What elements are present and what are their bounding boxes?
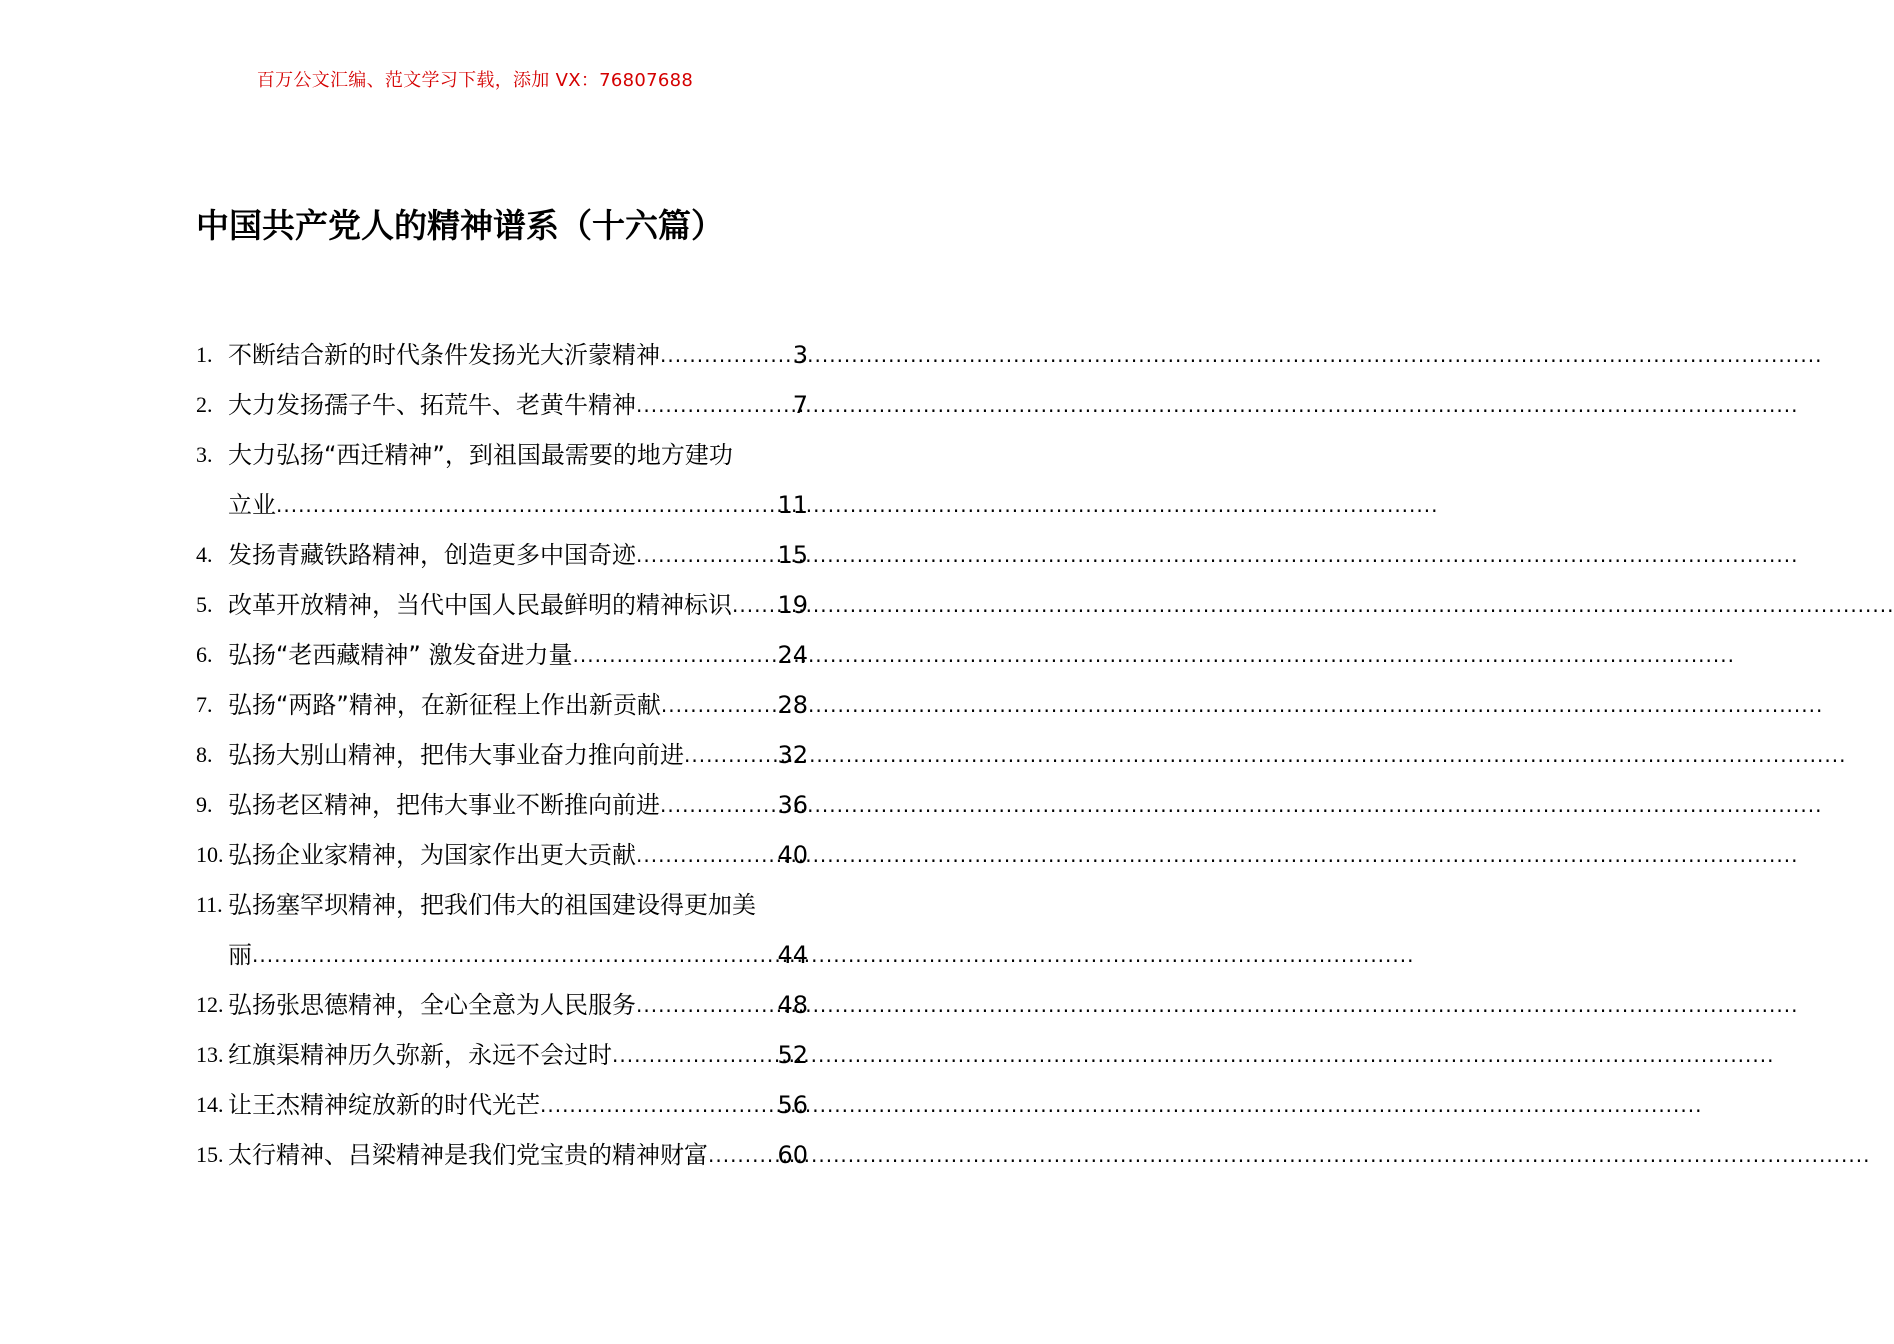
toc-entry-10[interactable] (196, 830, 808, 880)
toc-page-number: 56 (777, 1091, 808, 1119)
toc-page-number: 19 (777, 591, 808, 619)
toc-entry-13[interactable] (196, 1030, 808, 1080)
toc-title: 让王杰精神绽放新的时代光芒 (228, 1091, 540, 1119)
toc-number: 8. (196, 742, 213, 767)
toc-page-number: 11 (777, 491, 808, 519)
toc-number: 9. (196, 792, 213, 817)
toc-leader-dots (540, 1080, 777, 1130)
toc-page-number: 15 (777, 541, 808, 569)
toc-number: 7. (196, 692, 213, 717)
toc-number: 15. (196, 1142, 224, 1167)
toc-number: 11. (196, 892, 223, 917)
toc-entry-8[interactable] (196, 730, 808, 780)
toc-number: 12. (196, 992, 224, 1017)
toc-page-number: 24 (777, 641, 808, 669)
header-banner: 百万公文汇编、范文学习下载，添加 VX：76807688 (256, 70, 694, 91)
toc-number: 14. (196, 1092, 224, 1117)
toc-entry-14[interactable] (196, 1080, 808, 1130)
toc-title-continued: 立业 (228, 491, 276, 519)
toc-title: 弘扬大别山精神，把伟大事业奋力推向前进 (228, 741, 684, 769)
table-of-contents (196, 330, 808, 1180)
toc-leader-dots (660, 330, 793, 380)
toc-title: 发扬青藏铁路精神，创造更多中国奇迹 (228, 541, 636, 569)
toc-title: 太行精神、吕梁精神是我们党宝贵的精神财富 (228, 1141, 708, 1169)
toc-page-number: 44 (777, 941, 808, 969)
toc-title: 弘扬“老西藏精神” 激发奋进力量 (228, 641, 573, 669)
toc-leader-dots (708, 1130, 777, 1180)
toc-number: 10. (196, 842, 224, 867)
toc-leader-dots (252, 930, 777, 980)
toc-number: 5. (196, 592, 213, 617)
toc-entry-12[interactable] (196, 980, 808, 1030)
toc-leader-dots (573, 630, 778, 680)
toc-leader-dots (276, 480, 777, 530)
toc-entry-5[interactable] (196, 580, 808, 630)
toc-page-number: 28 (777, 691, 808, 719)
toc-title: 改革开放精神，当代中国人民最鲜明的精神标识 (228, 591, 732, 619)
toc-title: 大力发扬孺子牛、拓荒牛、老黄牛精神 (228, 391, 636, 419)
toc-title: 弘扬张思德精神，全心全意为人民服务 (228, 991, 636, 1019)
toc-title: 弘扬老区精神，把伟大事业不断推向前进 (228, 791, 660, 819)
toc-title: 大力弘扬“西迁精神”，到祖国最需要的地方建功 (228, 441, 733, 469)
toc-page-number: 48 (777, 991, 808, 1019)
toc-title: 弘扬企业家精神，为国家作出更大贡献 (228, 841, 636, 869)
toc-title: 不断结合新的时代条件发扬光大沂蒙精神 (228, 341, 660, 369)
toc-entry-15[interactable] (196, 1130, 808, 1180)
toc-leader-dots (661, 680, 778, 730)
toc-page-number: 40 (777, 841, 808, 869)
toc-entry-4[interactable] (196, 530, 808, 580)
toc-number: 1. (196, 342, 213, 367)
toc-leader-dots (636, 530, 777, 580)
document-title: 中国共产党人的精神谱系（十六篇） (196, 206, 724, 245)
toc-leader-dots (636, 830, 777, 880)
toc-entry-11[interactable] (196, 880, 808, 980)
toc-entry-6[interactable] (196, 630, 808, 680)
toc-page-number: 32 (777, 741, 808, 769)
toc-leader-dots (636, 380, 793, 430)
toc-page-number: 7 (792, 391, 808, 419)
toc-number: 2. (196, 392, 213, 417)
toc-title: 弘扬塞罕坝精神，把我们伟大的祖国建设得更加美 (228, 891, 756, 919)
toc-leader-dots (636, 980, 777, 1030)
toc-entry-1[interactable] (196, 330, 808, 380)
toc-page-number: 60 (777, 1141, 808, 1169)
toc-leader-dots (684, 730, 777, 780)
toc-entry-3[interactable] (196, 430, 808, 530)
toc-page-number: 36 (777, 791, 808, 819)
toc-leader-dots (660, 780, 777, 830)
toc-entry-2[interactable] (196, 380, 808, 430)
toc-number: 6. (196, 642, 213, 667)
toc-number: 13. (196, 1042, 224, 1067)
toc-page-number: 3 (792, 341, 808, 369)
toc-number: 3. (196, 442, 213, 467)
toc-number: 4. (196, 542, 213, 567)
toc-title: 红旗渠精神历久弥新，永远不会过时 (228, 1041, 612, 1069)
toc-leader-dots (612, 1030, 777, 1080)
toc-page-number: 52 (777, 1041, 808, 1069)
toc-title: 弘扬“两路”精神，在新征程上作出新贡献 (228, 691, 661, 719)
toc-entry-9[interactable] (196, 780, 808, 830)
toc-title-continued: 丽 (228, 941, 252, 969)
toc-leader-dots (732, 580, 777, 630)
toc-entry-7[interactable] (196, 680, 808, 730)
